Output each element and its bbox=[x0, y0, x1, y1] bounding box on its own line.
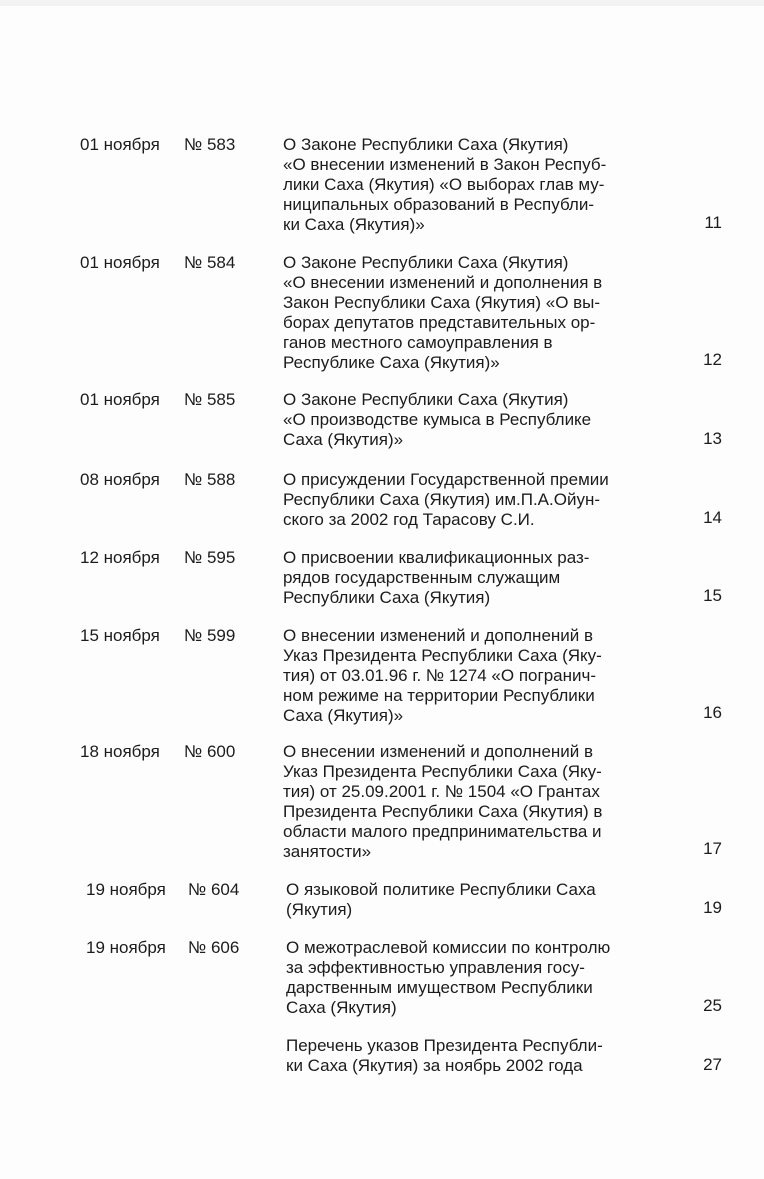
entry-page-number: 15 bbox=[703, 586, 722, 605]
entry-title-line: Саха (Якутия) bbox=[286, 998, 397, 1017]
entry-date: 01 ноября bbox=[80, 390, 160, 409]
entry-title-line: Президента Республики Саха (Якутия) в bbox=[283, 802, 603, 821]
entry-title-line: Указ Президента Республики Саха (Яку- bbox=[283, 646, 602, 665]
entry-title bbox=[283, 135, 673, 235]
entry-title-line: занятости» bbox=[283, 842, 372, 861]
entry-page-number: 13 bbox=[703, 429, 722, 448]
entry-page-number: 17 bbox=[703, 839, 722, 858]
entry-title-line: О языковой политике Республики Саха bbox=[286, 880, 596, 899]
entry-title-line: О Законе Республики Саха (Якутия) bbox=[283, 390, 569, 409]
entry-number: № 588 bbox=[184, 470, 236, 489]
entry-title-line: за эффективностью управления госу- bbox=[286, 958, 585, 977]
entry-number: № 585 bbox=[184, 390, 236, 409]
entry-date: 08 ноября bbox=[80, 470, 160, 489]
scan-edge bbox=[0, 0, 764, 6]
entry-title bbox=[283, 742, 673, 862]
entry-title-line: тия) от 25.09.2001 г. № 1504 «О Грантах bbox=[283, 782, 600, 801]
entry-title-line: ном режиме на территории Республики bbox=[283, 686, 595, 705]
entry-page-number: 16 bbox=[703, 703, 722, 722]
entry-title bbox=[283, 390, 673, 450]
entry-title-line: О межотраслевой комиссии по контролю bbox=[286, 938, 611, 957]
entry-title-line: Саха (Якутия)» bbox=[283, 430, 404, 449]
entry-title-line: ского за 2002 год Тарасову С.И. bbox=[283, 510, 535, 529]
entry-title-line: ганов местного самоуправления в bbox=[283, 333, 553, 352]
entry-title bbox=[283, 253, 673, 373]
entry-page-number: 14 bbox=[703, 508, 722, 527]
entry-title-line: «О внесении изменений и дополнения в bbox=[283, 273, 603, 292]
entry-date: 18 ноября bbox=[80, 742, 160, 761]
entry-title-line: О присуждении Государственной премии bbox=[283, 470, 609, 489]
entry-title-line: Республике Саха (Якутия)» bbox=[283, 353, 500, 372]
entry-number: № 584 bbox=[184, 253, 236, 272]
entry-page-number: 27 bbox=[703, 1055, 722, 1074]
entry-title bbox=[283, 626, 673, 726]
entry-number: № 583 bbox=[184, 135, 236, 154]
entry-title-line: Республики Саха (Якутия) bbox=[283, 588, 491, 607]
entry-title-line: О внесении изменений и дополнений в bbox=[283, 626, 594, 645]
entry-title-line: О внесении изменений и дополнений в bbox=[283, 742, 594, 761]
entry-page-number: 11 bbox=[704, 213, 722, 232]
entry-title-line: О Законе Республики Саха (Якутия) bbox=[283, 135, 569, 154]
entry-date: 12 ноября bbox=[80, 548, 160, 567]
entry-title-line: ки Саха (Якутия) за ноябрь 2002 года bbox=[286, 1056, 583, 1075]
entry-title-line: Указ Президента Республики Саха (Яку- bbox=[283, 762, 602, 781]
entry-number: № 599 bbox=[184, 626, 236, 645]
entry-title-line: «О внесении изменений в Закон Респуб- bbox=[283, 155, 607, 174]
entry-date: 19 ноября bbox=[86, 880, 166, 899]
entry-title-line: Перечень указов Президента Республи- bbox=[286, 1036, 603, 1055]
entry-title-line: лики Саха (Якутия) «О выборах глав му- bbox=[283, 175, 605, 194]
entry-title-line: дарственным имуществом Республики bbox=[286, 978, 593, 997]
entry-page-number: 25 bbox=[703, 996, 722, 1015]
entry-number: № 606 bbox=[188, 938, 240, 957]
entry-title-line: Республики Саха (Якутия) им.П.А.Ойун- bbox=[283, 490, 601, 509]
entry-date: 15 ноября bbox=[80, 626, 160, 645]
entry-title bbox=[286, 938, 676, 1018]
entry-page-number: 12 bbox=[703, 350, 722, 369]
entry-title-line: области малого предпринимательства и bbox=[283, 822, 602, 841]
entry-date: 19 ноября bbox=[86, 938, 166, 957]
entry-date: 01 ноября bbox=[80, 135, 160, 154]
entry-title-line: О присвоении квалификационных раз- bbox=[283, 548, 590, 567]
entry-number: № 595 bbox=[184, 548, 236, 567]
entry-number: № 600 bbox=[184, 742, 236, 761]
entry-title bbox=[286, 880, 676, 920]
entry-title-line: Саха (Якутия)» bbox=[283, 706, 404, 725]
entry-title bbox=[283, 470, 673, 530]
entry-number: № 604 bbox=[188, 880, 240, 899]
entry-title-line: ниципальных образований в Республи- bbox=[283, 195, 594, 214]
entry-title-line: ки Саха (Якутия)» bbox=[283, 215, 425, 234]
entry-title-line: (Якутия) bbox=[286, 900, 353, 919]
entry-title-line: «О производстве кумыса в Республике bbox=[283, 410, 592, 429]
entry-title bbox=[283, 548, 673, 608]
entry-title-line: тия) от 03.01.96 г. № 1274 «О погранич- bbox=[283, 666, 597, 685]
entry-date: 01 ноября bbox=[80, 253, 160, 272]
entry-title-line: рядов государственным служащим bbox=[283, 568, 561, 587]
entry-title bbox=[286, 1036, 676, 1076]
entry-title-line: борах депутатов представительных ор- bbox=[283, 313, 596, 332]
entry-title-line: О Законе Республики Саха (Якутия) bbox=[283, 253, 569, 272]
entry-page-number: 19 bbox=[703, 898, 722, 917]
entry-title-line: Закон Республики Саха (Якутия) «О вы- bbox=[283, 293, 601, 312]
